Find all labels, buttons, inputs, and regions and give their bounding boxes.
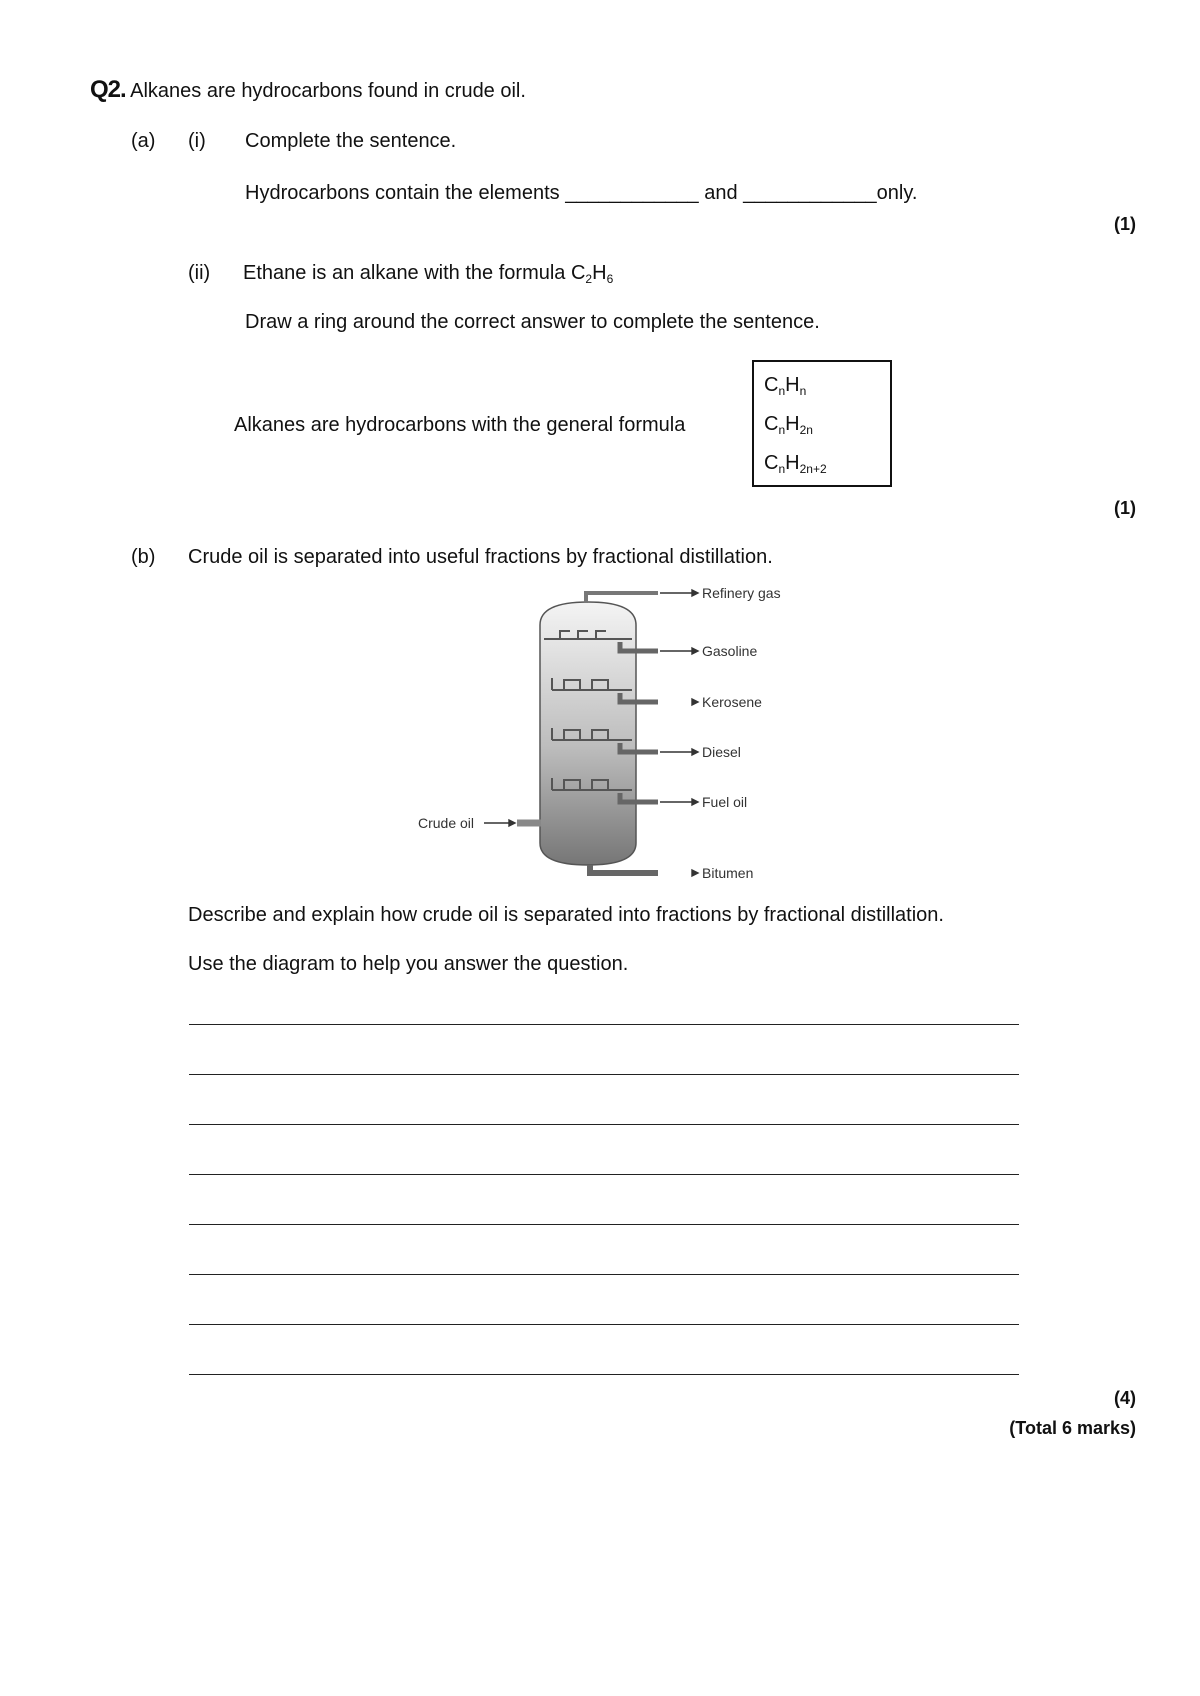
bitumen-pipe xyxy=(590,865,658,873)
answer-line[interactable] xyxy=(189,1124,1019,1125)
fraction-label-bitumen: Bitumen xyxy=(702,865,754,881)
part-b-instruction: Use the diagram to help you answer the question. xyxy=(188,953,629,975)
fraction-label-kerosene: Kerosene xyxy=(702,694,762,710)
part-a-ii-statement: Ethane is an alkane with the formula $C_2H_6$ xyxy=(243,262,614,286)
answer-line[interactable] xyxy=(189,1274,1019,1275)
fraction-label-fuel-oil: Fuel oil xyxy=(702,794,748,810)
sentence-start: Hydrocarbons contain the elements xyxy=(245,182,560,204)
part-a-i-marks: (1) xyxy=(1114,214,1136,234)
part-a-ii-instruction: Draw a ring around the correct answer to complete the sentence. xyxy=(245,311,820,333)
part-b-intro: Crude oil is separated into useful fractions by fractional distillation. xyxy=(188,546,773,568)
distillation-column xyxy=(540,602,636,865)
crude-oil-label: Crude oil xyxy=(418,815,475,831)
fraction-label-diesel: Diesel xyxy=(702,744,741,760)
answer-line[interactable] xyxy=(189,1374,1019,1375)
fraction-label-gasoline: Gasoline xyxy=(702,643,758,659)
part-b-label: (b) xyxy=(131,546,156,568)
question-intro: Alkanes are hydrocarbons found in crude oil. xyxy=(130,80,526,102)
part-a-i-instruction: Complete the sentence. xyxy=(245,130,457,152)
question-number: Q2. xyxy=(90,76,126,103)
part-b-marks: (4) xyxy=(1114,1388,1136,1408)
total-marks: (Total 6 marks) xyxy=(1009,1418,1136,1438)
part-a-ii-label: (ii) xyxy=(188,262,211,284)
answer-blank-2[interactable]: ____________ xyxy=(743,182,877,204)
fractional-distillation-diagram xyxy=(410,585,810,885)
part-a-i-label: (i) xyxy=(188,130,206,152)
general-formula-sentence: Alkanes are hydrocarbons with the general formula xyxy=(234,414,686,436)
answer-blank-1[interactable]: ____________ xyxy=(565,182,699,204)
sentence-end: only. xyxy=(876,182,918,204)
formula-options-box xyxy=(752,360,892,487)
formula-option-1[interactable]: $C_nH_n$ xyxy=(764,374,807,398)
answer-line[interactable] xyxy=(189,1024,1019,1025)
answer-line[interactable] xyxy=(189,1224,1019,1225)
formula-option-2[interactable]: $C_nH_{2n}$ xyxy=(764,413,813,437)
formula-option-3[interactable]: $C_nH_{2n+2}$ xyxy=(764,452,827,476)
part-a-label: (a) xyxy=(131,130,156,152)
question-header xyxy=(90,76,526,104)
part-a-i-sentence xyxy=(245,182,917,205)
part-b-prompt: Describe and explain how crude oil is separated into fractions by fractional distillation. xyxy=(188,904,944,926)
answer-line[interactable] xyxy=(189,1174,1019,1175)
answer-line[interactable] xyxy=(189,1074,1019,1075)
sentence-middle: and xyxy=(704,182,738,204)
part-a-ii-marks: (1) xyxy=(1114,498,1136,518)
fraction-label-refinery-gas: Refinery gas xyxy=(702,585,781,601)
answer-line[interactable] xyxy=(189,1324,1019,1325)
